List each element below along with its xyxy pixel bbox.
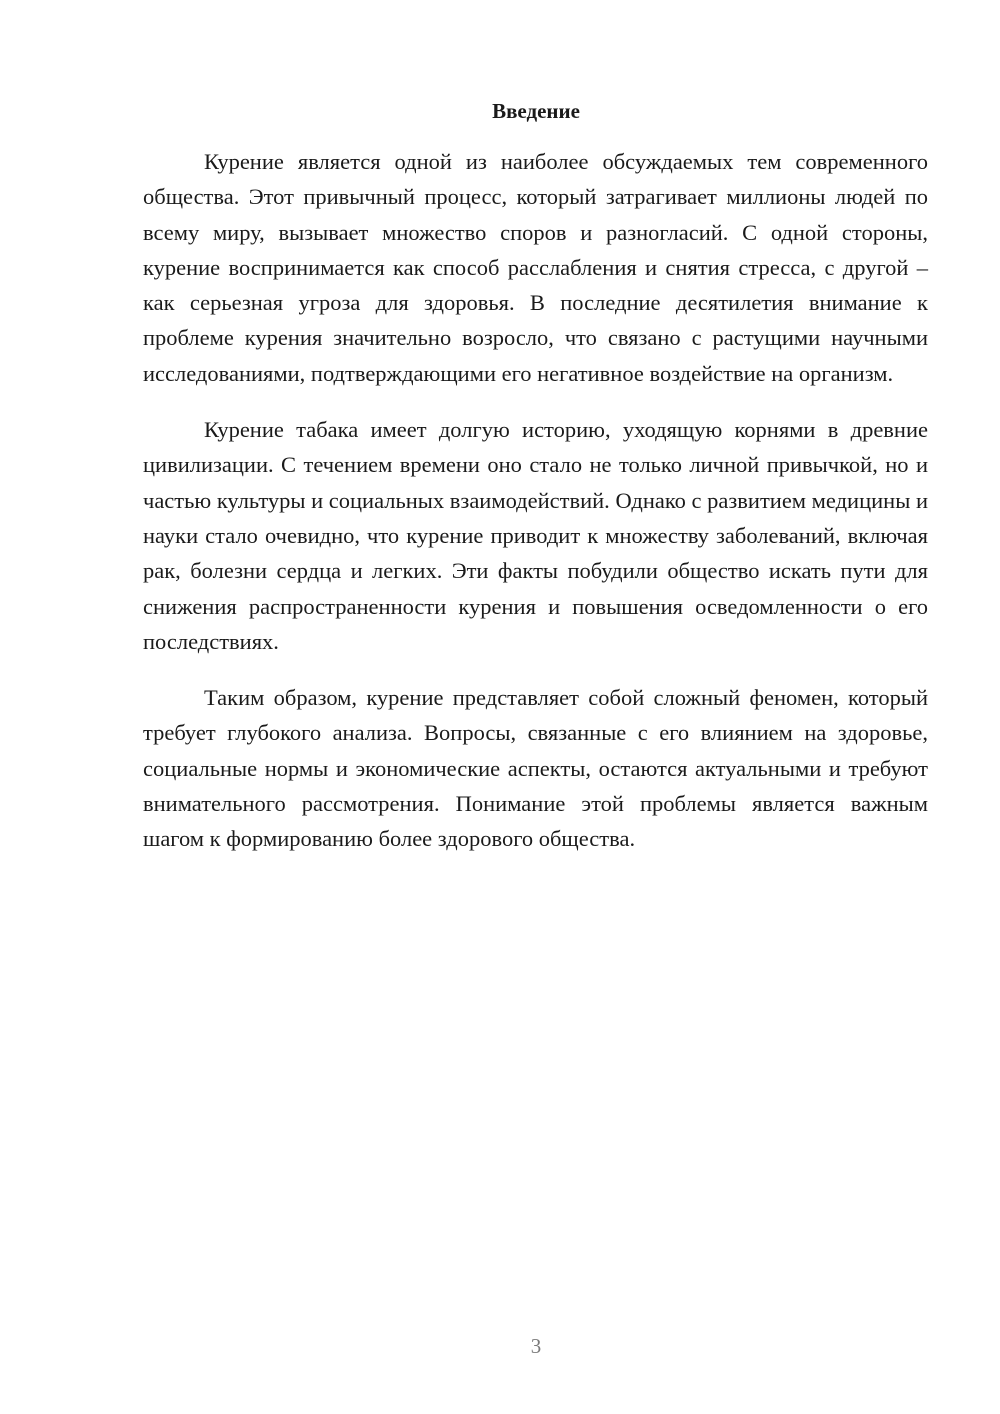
body-text (143, 144, 928, 878)
page-number: 3 (530, 1334, 542, 1358)
paragraph-3: Таким образом, курение представляет собой сложный феномен, который требует глубокого анализа. Вопросы, связанные с его влиянием на здоровье, социальные нормы и экономические аспекты, остаются актуальными и требуют внимательного рассмотрения. Понимание этой проблемы является важным шагом к формированию более здорового общества. (143, 685, 928, 852)
section-heading: Введение (492, 99, 580, 123)
paragraph-1: Курение является одной из наиболее обсуждаемых тем современного общества. Этот привычный процесс, который затрагивает миллионы людей по всему миру, вызывает множество споров и разногласий. С одной стороны, курение воспринимается как способ расслабления и снятия стресса, с другой – как серьезная угроза для здоровья. В последние десятилетия внимание к проблеме курения значительно возросло, что связано с растущими научными исследованиями, подтверждающими его негативное воздействие на организм. (143, 149, 928, 386)
paragraph-2: Курение табака имеет долгую историю, уходящую корнями в древние цивилизации. С течением времени оно стало не только личной привычкой, но и частью культуры и социальных взаимодействий. Однако с развитием медицины и науки стало очевидно, что курение приводит к множеству заболеваний, включая рак, болезни сердца и легких. Эти факты побудили общество искать пути для снижения распространенности курения и повышения осведомленности о его последствиях. (143, 417, 928, 654)
